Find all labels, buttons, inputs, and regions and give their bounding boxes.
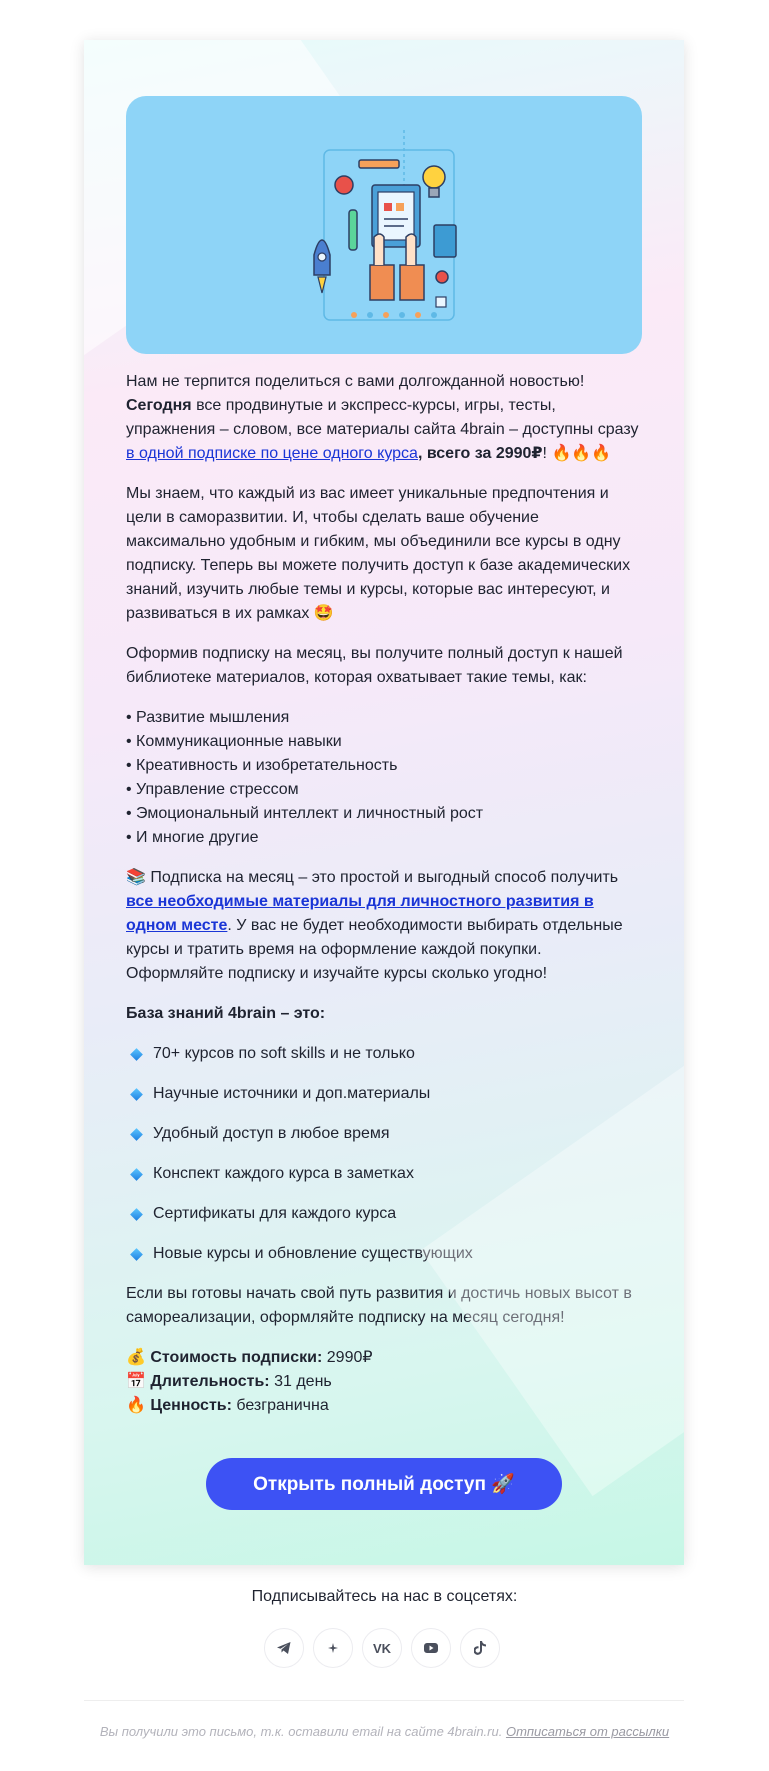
intro-text: все продвинутые и экспресс-курсы, игры, тесты, упражнения – словом, все материалы сайта 4brain – доступны сразу (126, 397, 639, 438)
footer-divider (84, 1700, 684, 1701)
today-label: Сегодня (126, 397, 192, 414)
intro-paragraph (126, 370, 642, 466)
value-value: безгранична (231, 1397, 329, 1414)
call-to-action-paragraph: Если вы готовы начать свой путь развития и достичь новых высот в самореализации, оформляйте подписку на месяц сегодня! (126, 1285, 632, 1326)
duration-value: 31 день (269, 1373, 332, 1390)
diamond-icon (130, 1168, 143, 1181)
footer-note (0, 1724, 769, 1739)
fire-icon: 🔥 (126, 1397, 146, 1414)
feature-item (126, 1162, 642, 1186)
materials-link[interactable]: все необходимые материалы для личностного развития в одном месте (126, 893, 594, 934)
diamond-icon (130, 1128, 143, 1141)
socials-title: Подписывайтесь на нас в соцсетях: (251, 1588, 518, 1605)
feature-text: Удобный доступ в любое время (153, 1125, 390, 1142)
feature-item (126, 1082, 642, 1106)
price-value: 2990₽ (322, 1349, 373, 1366)
hero-illustration (126, 96, 642, 354)
open-full-access-button[interactable]: Открыть полный доступ 🚀 (206, 1458, 562, 1510)
youtube-icon[interactable] (411, 1628, 451, 1668)
list-item: • И многие другие (126, 829, 259, 846)
feature-item (126, 1122, 642, 1146)
feature-text: Новые курсы и обновление существующих (153, 1245, 473, 1262)
value-label: Ценность: (150, 1397, 232, 1414)
intro-line: Нам не терпится поделиться с вами долгожданной новостью! (126, 373, 585, 390)
price-row (126, 1346, 642, 1370)
calendar-icon: 📅 (126, 1373, 146, 1390)
money-bag-icon: 💰 (126, 1349, 146, 1366)
value-row (126, 1394, 642, 1418)
feature-text: Сертификаты для каждого курса (153, 1205, 397, 1222)
vk-glyph: VK (372, 1640, 392, 1656)
diamond-icon (130, 1088, 143, 1101)
duration-row (126, 1370, 642, 1394)
feature-text: Конспект каждого курса в заметках (153, 1165, 414, 1182)
unsubscribe-link[interactable]: Отписаться от рассылки (505, 1724, 670, 1739)
benefit-post: . У вас не будет необходимости выбирать отдельные курсы и тратить время на оформление каждой покупки. Оформляйте подписку и изучайте курсы сколько угодно! (126, 917, 623, 982)
list-item: • Управление стрессом (126, 781, 299, 798)
knowledge-base-title (126, 1002, 642, 1026)
list-item: • Эмоциональный интеллект и личностный рост (126, 805, 484, 822)
unique-preferences-paragraph: Мы знаем, что каждый из вас имеет уникальные предпочтения и цели в саморазвитии. И, чтобы сделать ваше обучение максимально удобным и гибким, мы объединили все курсы в одну подписку. Теперь вы можете получить доступ к базе академических знаний, изучить любые темы и курсы, которые вас интересуют, и развиваться в их рамках 🤩 (126, 485, 631, 622)
vk-icon[interactable] (362, 1628, 402, 1668)
list-item: • Развитие мышления (126, 709, 290, 726)
learning-illustration-icon (284, 125, 484, 325)
list-item: • Коммуникационные навыки (126, 733, 342, 750)
tiktok-icon[interactable] (460, 1628, 500, 1668)
feature-item (126, 1242, 642, 1266)
duration-label: Длительность: (150, 1373, 270, 1390)
library-paragraph: Оформив подписку на месяц, вы получите полный доступ к нашей библиотеке материалов, которая охватывает такие темы, как: (126, 645, 623, 686)
telegram-icon[interactable] (264, 1628, 304, 1668)
feature-text: Научные источники и доп.материалы (153, 1085, 431, 1102)
intro-tail: ! 🔥🔥🔥 (542, 445, 612, 462)
knowledge-base-title-text: База знаний 4brain – это: (126, 1005, 326, 1022)
sparkle-icon[interactable] (313, 1628, 353, 1668)
email-card (84, 40, 684, 1565)
list-item: • Креативность и изобретательность (126, 757, 398, 774)
footer-note-text: Вы получили это письмо, т.к. оставили email на сайте 4brain.ru. (99, 1724, 506, 1739)
price-label: Стоимость подписки: (150, 1349, 323, 1366)
social-links (264, 1628, 500, 1668)
diamond-icon (130, 1048, 143, 1061)
subscription-details (126, 1346, 642, 1418)
price-highlight: , всего за 2990₽ (417, 445, 543, 462)
diamond-icon (130, 1208, 143, 1221)
topics-list (126, 706, 642, 850)
feature-item (126, 1042, 642, 1066)
features-list (126, 1042, 642, 1266)
diamond-icon (130, 1248, 143, 1261)
feature-item (126, 1202, 642, 1226)
subscription-benefit-paragraph (126, 866, 642, 986)
feature-text: 70+ курсов по soft skills и не только (153, 1045, 415, 1062)
email-content (126, 96, 642, 1510)
benefit-pre: 📚 Подписка на месяц – это простой и выгодный способ получить (126, 869, 619, 886)
subscription-link[interactable]: в одной подписке по цене одного курса (126, 445, 418, 462)
